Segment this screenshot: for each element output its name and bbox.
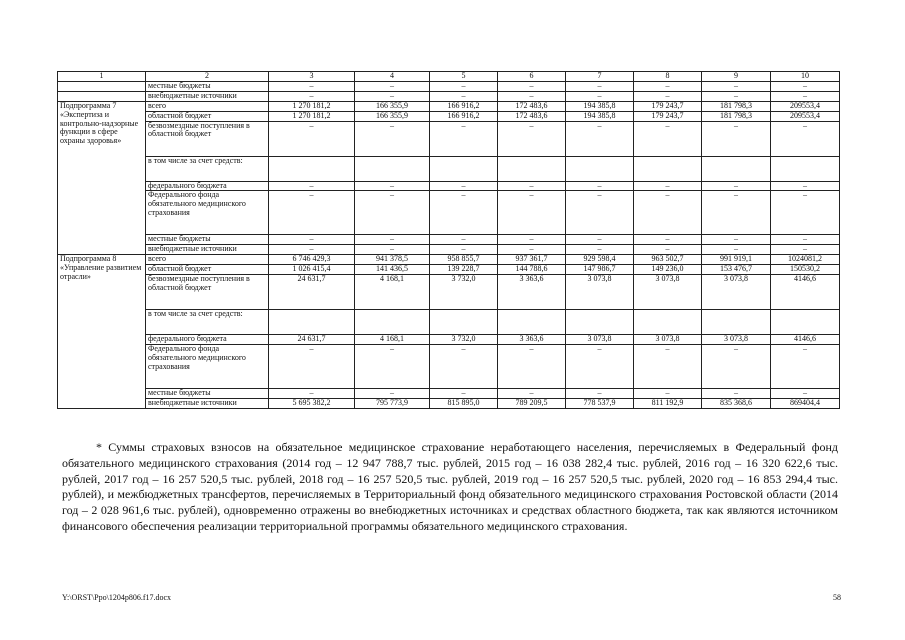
value-cell: – [269,81,355,91]
row-label: безвозмездные поступления в областной бюджет [146,121,269,156]
value-cell [430,156,498,181]
value-cell: 958 855,7 [430,255,498,265]
value-cell: 147 986,7 [566,265,634,275]
value-cell: 1 270 181,2 [269,101,355,111]
table-row [58,265,840,275]
value-cell: – [702,191,771,235]
table-row [58,181,840,191]
row-label: в том числе за счет средств: [146,310,269,335]
value-cell: 991 919,1 [702,255,771,265]
row-label: всего [146,101,269,111]
value-cell: – [498,181,566,191]
value-cell: 194 385,8 [566,101,634,111]
value-cell: 166 916,2 [430,111,498,121]
column-header: 7 [566,72,634,82]
value-cell: 149 236,0 [634,265,702,275]
table-row [58,121,840,156]
value-cell: – [269,181,355,191]
row-label: областной бюджет [146,111,269,121]
value-cell: 811 192,9 [634,398,702,408]
value-cell: – [566,81,634,91]
value-cell: – [566,121,634,156]
value-cell: 3 073,8 [702,335,771,345]
value-cell: 209553,4 [771,101,840,111]
value-cell: 795 773,9 [355,398,430,408]
value-cell: – [498,91,566,101]
value-cell: – [566,181,634,191]
value-cell: – [634,121,702,156]
value-cell: – [430,245,498,255]
column-header: 10 [771,72,840,82]
value-cell: – [634,81,702,91]
value-cell: 179 243,7 [634,111,702,121]
value-cell: – [566,191,634,235]
value-cell [498,310,566,335]
value-cell: – [430,81,498,91]
value-cell: – [355,344,430,388]
value-cell: 3 073,8 [634,335,702,345]
file-path: Y:\ORST\Ppo\1204p806.f17.docx [62,593,172,602]
column-header: 3 [269,72,355,82]
table-row [58,255,840,265]
page-number: 58 [833,593,841,602]
value-cell: 166 355,9 [355,111,430,121]
value-cell: – [430,91,498,101]
value-cell: – [269,344,355,388]
footnote-text: * Суммы страховых взносов на обязательное медицинское страхование неработающего населения, перечисляемых в Федеральный фонд обязательного медицинского страхования (2014 год – 12 947 788,7 тыс. рублей, 2015 год – 16 038 282,4 тыс. рублей, 2016 год – 16 320 622,6 тыс. рублей, 2017 год – 16 257 520,5 тыс. рублей, 2018 год – 16 257 520,5 тыс. рублей, 2019 год – 16 257 520,5 тыс. рублей, 2020 год – 16 853 294,4 тыс. рублей), и межбюджетных трансфертов, перечисляемых в Территориальный фонд обязательного медицинского страхования Ростовской области (2014 год – 2 028 961,6 тыс. рублей), одновременно отражены во внебюджетных источниках и средствах областного бюджета, так как являются источником финансового обеспечения реализации территориальной программы обязательного медицинского страхования. [62,440,838,533]
value-cell: – [498,191,566,235]
value-cell: 4146,6 [771,335,840,345]
table-row [58,245,840,255]
value-cell: 209553,4 [771,111,840,121]
value-cell [702,156,771,181]
value-cell [771,156,840,181]
value-cell [634,156,702,181]
value-cell: – [702,245,771,255]
value-cell [702,310,771,335]
row-label: внебюджетные источники [146,91,269,101]
value-cell: – [771,121,840,156]
table-row [58,91,840,101]
value-cell: 166 355,9 [355,101,430,111]
value-cell: – [355,245,430,255]
value-cell: 179 243,7 [634,101,702,111]
value-cell: – [634,191,702,235]
value-cell: 4146,6 [771,275,840,310]
value-cell [771,310,840,335]
value-cell: 172 483,6 [498,111,566,121]
value-cell: – [634,344,702,388]
value-cell: 141 436,5 [355,265,430,275]
value-cell [430,310,498,335]
column-header: 2 [146,72,269,82]
value-cell: 181 798,3 [702,111,771,121]
value-cell: – [771,344,840,388]
value-cell: 3 363,6 [498,275,566,310]
value-cell: – [430,235,498,245]
value-cell: 24 631,7 [269,335,355,345]
value-cell: – [702,181,771,191]
value-cell: – [566,91,634,101]
value-cell: – [498,344,566,388]
value-cell: – [355,388,430,398]
column-header: 1 [58,72,146,82]
value-cell: – [269,191,355,235]
value-cell: 150530,2 [771,265,840,275]
value-cell: 3 732,0 [430,335,498,345]
value-cell [566,310,634,335]
value-cell: – [771,245,840,255]
value-cell: 963 502,7 [634,255,702,265]
budget-table [57,71,840,409]
table-row [58,275,840,310]
table-row [58,388,840,398]
column-header: 8 [634,72,702,82]
value-cell: – [634,181,702,191]
value-cell: 4 168,1 [355,275,430,310]
table-row [58,310,840,335]
value-cell: – [498,245,566,255]
value-cell: – [355,91,430,101]
table-row [58,191,840,235]
value-cell: 172 483,6 [498,101,566,111]
table-row [58,111,840,121]
value-cell: 139 228,7 [430,265,498,275]
value-cell: 194 385,8 [566,111,634,121]
value-cell [566,156,634,181]
value-cell: 4 168,1 [355,335,430,345]
value-cell: 166 916,2 [430,101,498,111]
table-row [58,335,840,345]
value-cell: – [771,235,840,245]
value-cell: – [771,191,840,235]
value-cell: – [355,181,430,191]
value-cell: – [430,181,498,191]
value-cell: 3 073,8 [566,275,634,310]
value-cell: – [702,344,771,388]
value-cell: – [566,344,634,388]
column-header: 4 [355,72,430,82]
value-cell: – [498,235,566,245]
table-row [58,101,840,111]
empty-cell [58,91,146,101]
table-row [58,81,840,91]
value-cell: 3 732,0 [430,275,498,310]
value-cell: – [702,81,771,91]
value-cell: – [498,81,566,91]
value-cell: – [566,245,634,255]
value-cell: – [355,191,430,235]
subprogram-name: Подпрограмма 7 «Экспертиза и контрольно-надзорные функции в сфере охраны здоровья» [58,101,146,255]
value-cell: – [430,121,498,156]
value-cell: – [771,181,840,191]
subprogram-name: Подпрограмма 8 «Управление развитием отрасли» [58,255,146,409]
row-label: местные бюджеты [146,235,269,245]
value-cell: – [634,91,702,101]
row-label: всего [146,255,269,265]
row-label: внебюджетные источники [146,398,269,408]
value-cell: 789 209,5 [498,398,566,408]
row-label: в том числе за счет средств: [146,156,269,181]
value-cell: – [566,388,634,398]
value-cell: – [430,388,498,398]
value-cell: – [498,121,566,156]
value-cell: 778 537,9 [566,398,634,408]
value-cell: – [702,235,771,245]
value-cell: 24 631,7 [269,275,355,310]
value-cell: 869404,4 [771,398,840,408]
value-cell: – [269,235,355,245]
value-cell: – [634,388,702,398]
value-cell: 144 788,6 [498,265,566,275]
value-cell [355,310,430,335]
value-cell: – [269,91,355,101]
value-cell: – [771,91,840,101]
value-cell: 3 363,6 [498,335,566,345]
row-label: Федерального фонда обязательного медицинского страхования [146,344,269,388]
table-row [58,398,840,408]
value-cell: – [702,388,771,398]
value-cell: – [430,191,498,235]
value-cell: – [634,235,702,245]
value-cell: – [771,81,840,91]
value-cell: 6 746 429,3 [269,255,355,265]
column-header: 5 [430,72,498,82]
table-row [58,156,840,181]
value-cell: 3 073,8 [566,335,634,345]
row-label: внебюджетные источники [146,245,269,255]
value-cell: 181 798,3 [702,101,771,111]
table-row [58,235,840,245]
row-label: федерального бюджета [146,181,269,191]
value-cell: 3 073,8 [702,275,771,310]
row-label: федерального бюджета [146,335,269,345]
value-cell: – [355,121,430,156]
value-cell [269,156,355,181]
empty-cell [58,81,146,91]
value-cell: – [566,235,634,245]
value-cell: – [355,81,430,91]
value-cell: 1 026 415,4 [269,265,355,275]
value-cell: 1 270 181,2 [269,111,355,121]
value-cell [269,310,355,335]
row-label: Федерального фонда обязательного медицинского страхования [146,191,269,235]
value-cell: 5 695 382,2 [269,398,355,408]
value-cell: 941 378,5 [355,255,430,265]
value-cell: – [269,245,355,255]
value-cell [498,156,566,181]
table-row [58,344,840,388]
column-header: 6 [498,72,566,82]
value-cell: – [269,388,355,398]
value-cell: 153 476,7 [702,265,771,275]
value-cell: 815 895,0 [430,398,498,408]
value-cell: – [771,388,840,398]
row-label: местные бюджеты [146,388,269,398]
value-cell: 937 361,7 [498,255,566,265]
value-cell: 929 598,4 [566,255,634,265]
header-row [58,72,840,82]
value-cell [634,310,702,335]
value-cell: 835 368,6 [702,398,771,408]
value-cell: – [355,235,430,245]
value-cell: – [702,121,771,156]
value-cell: – [702,91,771,101]
column-header: 9 [702,72,771,82]
row-label: областной бюджет [146,265,269,275]
value-cell [355,156,430,181]
value-cell: – [634,245,702,255]
value-cell: – [269,121,355,156]
value-cell: – [430,344,498,388]
row-label: безвозмездные поступления в областной бюджет [146,275,269,310]
value-cell: 3 073,8 [634,275,702,310]
row-label: местные бюджеты [146,81,269,91]
value-cell: 1024081,2 [771,255,840,265]
value-cell: – [498,388,566,398]
